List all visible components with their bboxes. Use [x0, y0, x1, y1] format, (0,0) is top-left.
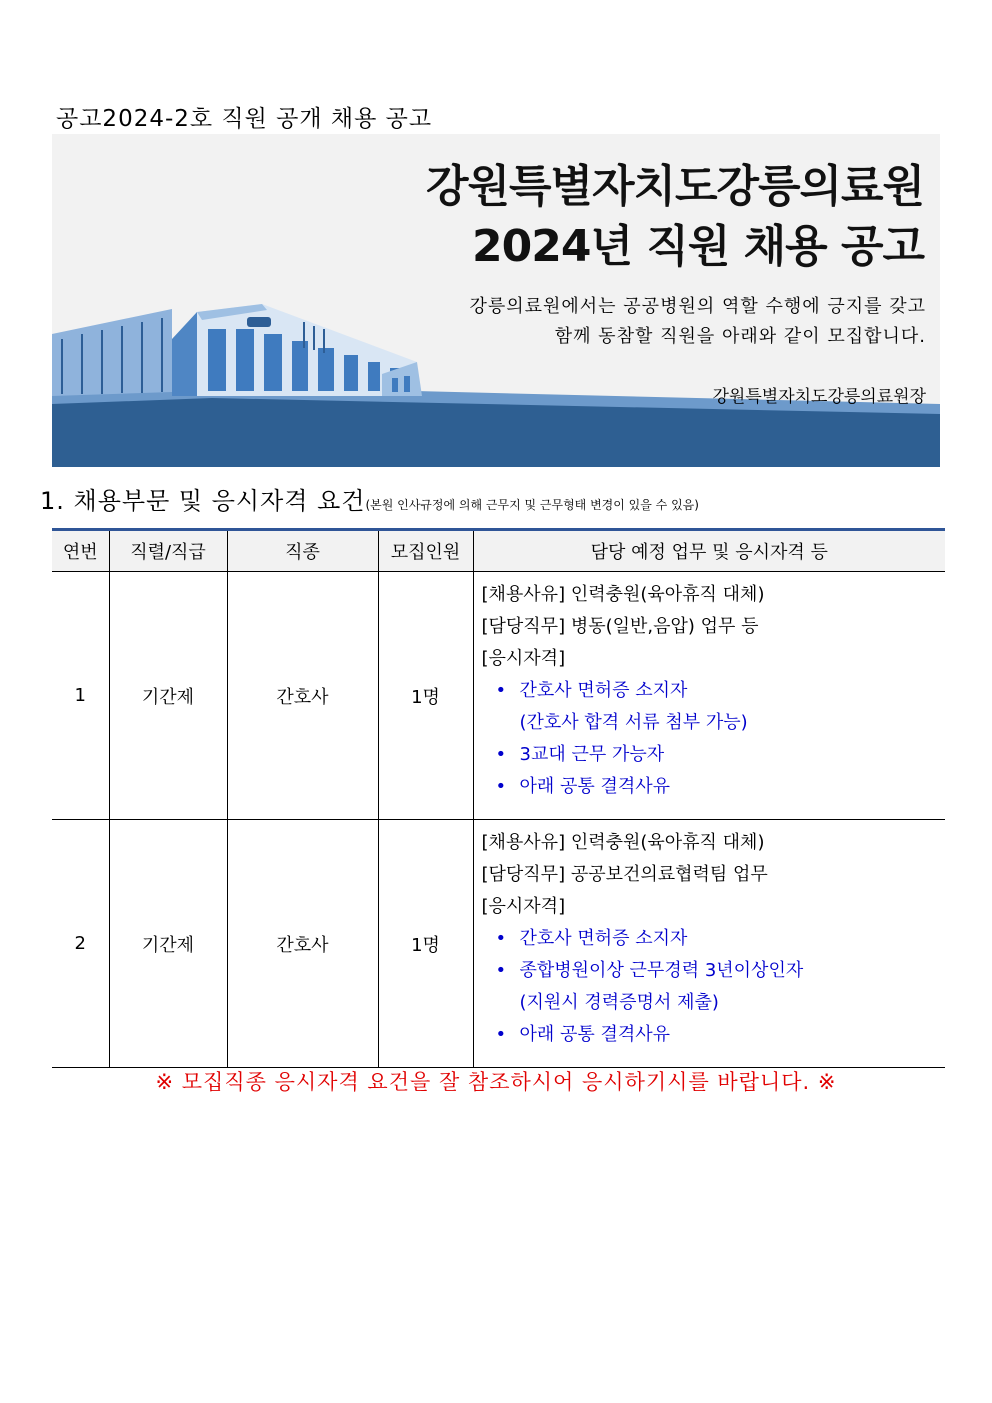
duty: [담당직무] 병동(일반,음압) 업무 등 — [481, 616, 759, 637]
qualification-item: • 아래 공통 결격사유 — [482, 771, 946, 803]
header-grade: 직렬/직급 — [109, 530, 227, 572]
bullet-icon: • — [495, 1024, 507, 1045]
banner-title-line2: 2024년 직원 채용 공고 — [472, 221, 924, 272]
recruit-reason: [채용사유] 인력충원(육아휴직 대체) — [481, 832, 765, 853]
header-no: 연번 — [52, 530, 109, 572]
bullet-icon: • — [495, 680, 507, 701]
cell-count: 1명 — [378, 572, 473, 820]
bullet-icon: • — [495, 776, 507, 797]
footer-note: ※ 모집직종 응시자격 요건을 잘 참조하시어 응시하기시를 바랍니다. ※ — [155, 1070, 837, 1094]
duty: [담당직무] 공공보건의료협력팀 업무 — [481, 864, 768, 885]
recruitment-banner — [52, 134, 940, 467]
qualification-subitem: (간호사 합격 서류 첨부 가능) — [519, 712, 748, 733]
section-heading — [40, 481, 699, 516]
bullet-icon: • — [495, 928, 507, 949]
qualification-item: • 간호사 면허증 소지자 — [482, 923, 946, 955]
table-row — [52, 820, 945, 1068]
cell-grade: 기간제 — [109, 572, 227, 820]
header-job: 직종 — [227, 530, 378, 572]
notice-number: 공고2024-2호 직원 공개 채용 공고 — [56, 106, 433, 132]
section-note: (본원 인사규정에 의해 근무지 및 근무형태 변경이 있을 수 있음) — [365, 498, 699, 512]
intro-line-2: 함께 동참할 직원을 아래와 같이 모집합니다. — [554, 326, 926, 347]
qualification-subitem: (지원시 경력증명서 제출) — [519, 992, 719, 1013]
bullet-icon: • — [495, 960, 507, 981]
qualification-item: • 아래 공통 결격사유 — [482, 1019, 946, 1051]
cell-no: 2 — [52, 820, 109, 1068]
cell-count: 1명 — [378, 820, 473, 1068]
qualification-label: [응시자격] — [481, 648, 566, 669]
cell-detail — [473, 820, 945, 1068]
recruitment-table — [52, 528, 945, 1068]
section-title: 1. 채용부문 및 응시자격 요건 — [40, 487, 366, 515]
director-signature: 강원특별자치도강릉의료원장 — [712, 387, 926, 407]
intro-line-1: 강릉의료원에서는 공공병원의 역할 수행에 긍지를 갖고 — [469, 296, 926, 317]
table-row — [52, 572, 945, 820]
cell-job: 간호사 — [227, 820, 378, 1068]
cell-job: 간호사 — [227, 572, 378, 820]
cell-no: 1 — [52, 572, 109, 820]
bullet-icon: • — [495, 744, 507, 765]
table-header-row — [52, 530, 945, 572]
cell-grade: 기간제 — [109, 820, 227, 1068]
banner-title-line1: 강원특별자치도강릉의료원 — [425, 161, 924, 212]
qualification-label: [응시자격] — [481, 896, 566, 917]
header-count: 모집인원 — [378, 530, 473, 572]
recruit-reason: [채용사유] 인력충원(육아휴직 대체) — [481, 584, 765, 605]
cell-detail — [473, 572, 945, 820]
qualification-item: • 3교대 근무 가능자 — [482, 739, 946, 771]
header-detail: 담당 예정 업무 및 응시자격 등 — [473, 530, 945, 572]
qualification-item: • 간호사 면허증 소지자 — [482, 675, 946, 707]
qualification-item: • 종합병원이상 근무경력 3년이상인자 — [482, 955, 946, 987]
